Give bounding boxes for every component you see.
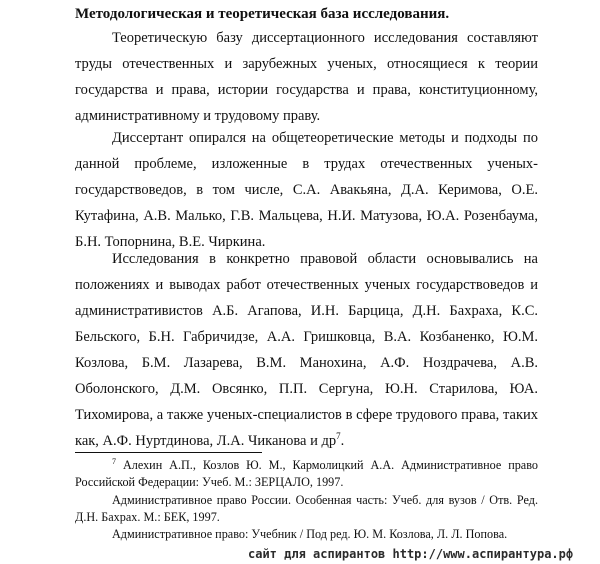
footnote <box>75 526 538 543</box>
footnote-separator <box>75 452 262 453</box>
paragraph-legal-research: Исследования в конкретно правовой области основывались на положениях и выводах работ отечественных ученых государствоведов и административистов А.Б. Агапова, И.Н. Барцица, Д.Н. Бахраха, К.С. Бельского, Б.Н. Габричидзе, А.А. Гришковца, В.А. Козбаненко, Ю.М. Козлова, Б.М. Лазарева, В.М. Манохина, А.Ф. Ноздрачева, А.В. Оболонского, Д.М. Овсянко, П.П. Сергуна, Ю.Н. Старилова, ЮА. Тихомирова, а также ученых-специалистов в сфере трудового права, таких как, А.Ф. Нуртдинова, Л.А. Чиканова и $др^7$. <box>75 251 538 449</box>
paragraph-theoretical-base: Теоретическую базу диссертационного исследования составляют труды отечественных и зарубежных ученых, относящиеся к теории государства и права, истории государства и права, конституционному, административному и трудовому праву. <box>75 30 538 124</box>
footnote <box>75 492 538 526</box>
paragraph-legal-research-text: Исследования в конкретно правовой области основывались на положениях и выводах работ отечественных ученых государствоведов и административистов А.Б. Агапова, И.Н. Барцица, Д.Н. Бахраха, К.С. Бельского, Б.Н. Габричидзе, А.А. Гришковца, В.А. Козбаненко, Ю.М. Козлова, Б.М. Лазарева, В.М. Манохина, А.Ф. Ноздрачева, А.В. Оболонского, Д.М. Овсянко, П.П. Сергуна, Ю.Н. Старилова, ЮА. Тихомирова, а также ученых-специалистов в сфере трудового права, таких как, А.Ф. Нуртдинова, Л.А. Чиканова и др <box>75 251 538 449</box>
section-heading: Методологическая и теоретическая база исследования. <box>75 6 450 22</box>
footnote-reference: 7 <box>336 431 341 442</box>
footnote-text: Административное право: Учебник / Под ред. Ю. М. Козлова, Л. Л. Попова. <box>112 527 508 541</box>
footnote <box>75 457 538 491</box>
footnote-marker: 7 <box>112 456 116 466</box>
footnote-text: Административное право России. Особенная часть: Учеб. для вузов / Отв. Ред. Д.Н. Бахрах. М.: БЕК, 1997. <box>75 493 538 524</box>
site-watermark: сайт для аспирантов http://www.аспирантура.рф <box>242 546 577 562</box>
footnote-text: Алехин А.П., Козлов Ю. М., Кармолицкий А.А. Административное право Российской Федерации: Учеб. М.: ЗЕРЦАЛО, 1997. <box>75 458 538 489</box>
paragraph-general-methods: Диссертант опирался на общетеоретические методы и подходы по данной проблеме, изложенные в трудах отечественных ученых-государствоведов, в том числе, С.А. Авакьяна, Д.А. Керимова, О.Е. Кутафина, А.В. Малько, Г.В. Мальцева, Н.И. Матузова, Ю.А. Розенбаума, Б.Н. Топорнина, В.Е. Чиркина. <box>75 130 538 250</box>
